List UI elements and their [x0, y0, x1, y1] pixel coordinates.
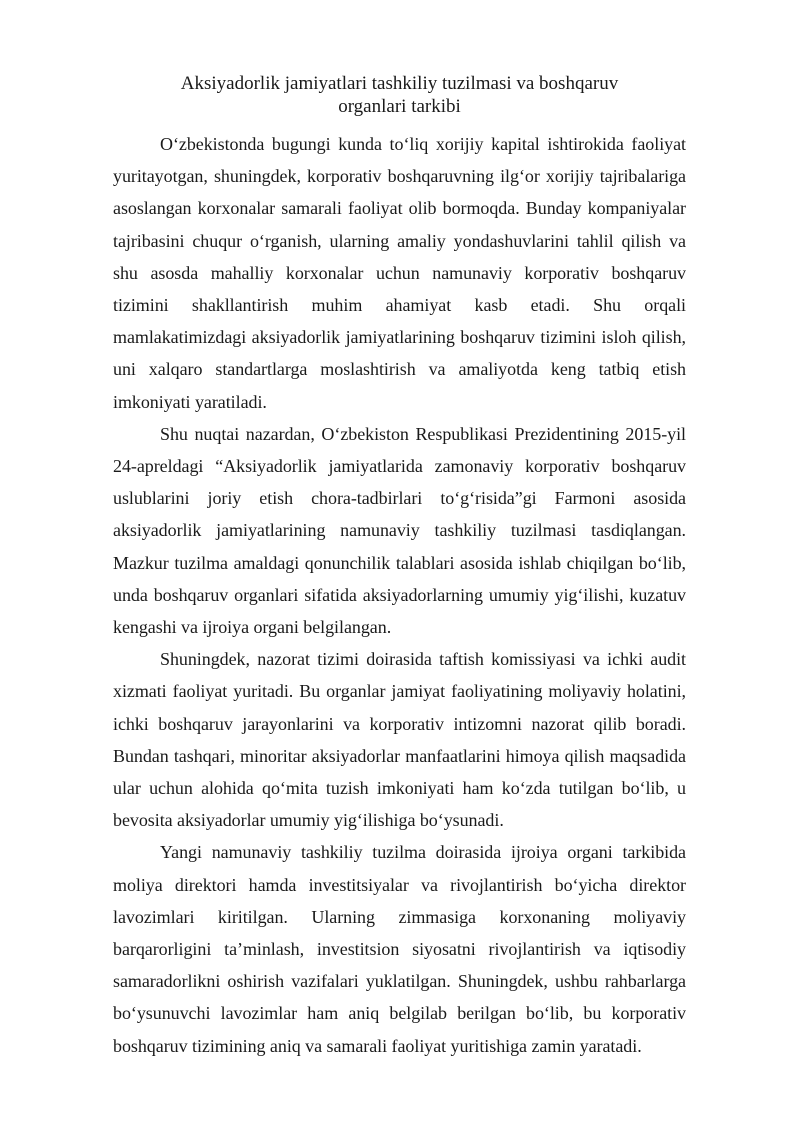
document-title-line-2: organlari tarkibi — [338, 96, 461, 117]
document-title-line-1: Aksiyadorlik jamiyatlari tashkiliy tuzilmasi va boshqaruv — [180, 73, 619, 94]
document-page — [113, 72, 686, 1062]
paragraph-4: Yangi namunaviy tashkiliy tuzilma doirasida ijroiya organi tarkibida moliya direktori hamda investitsiyalar va rivojlantirish bo‘yicha direktor lavozimlari kiritilgan. Ularning zimmasiga korxonaning moliyaviy barqarorligini ta’minlash, investitsion siyosatni rivojlantirish va iqtisodiy samaradorlikni oshirish vazifalari yuklatilgan. Shuningdek, ushbu rahbarlarga bo‘ysunuvchi lavozimlar ham aniq belgilab berilgan bo‘lib, bu korporativ boshqaruv tizimining aniq va samarali faoliyat yuritishiga zamin yaratadi. — [113, 842, 686, 1056]
document-title — [113, 72, 686, 118]
paragraph-1: O‘zbekistonda bugungi kunda to‘liq xorijiy kapital ishtirokida faoliyat yuritayotgan, shuningdek, korporativ boshqaruvning ilg‘or xorijiy tajribalariga asoslangan korxonalar samarali faoliyat olib bormoqda. Bunday kompaniyalar tajribasini chuqur o‘rganish, ularning amaliy yondashuvlarini tahlil qilish va shu asosda mahalliy korxonalar uchun namunaviy korporativ boshqaruv tizimini shakllantirish muhim ahamiyat kasb etadi. Shu orqali mamlakatimizdagi aksiyadorlik jamiyatlarining boshqaruv tizimini isloh qilish, uni xalqaro standartlarga moslashtirish va amaliyotda keng tatbiq etish imkoniyati yaratiladi. — [113, 134, 686, 412]
paragraph-2: Shu nuqtai nazardan, O‘zbekiston Respublikasi Prezidentining 2015-yil 24-apreldagi “Aksiyadorlik jamiyatlarida zamonaviy korporativ boshqaruv uslublarini joriy etish chora-tadbirlari to‘g‘risida”gi Farmoni asosida aksiyadorlik jamiyatlarining namunaviy tashkiliy tuzilmasi tasdiqlangan. Mazkur tuzilma amaldagi qonunchilik talablari asosida ishlab chiqilgan bo‘lib, unda boshqaruv organlari sifatida aksiyadorlarning umumiy yig‘ilishi, kuzatuv kengashi va ijroiya organi belgilangan. — [113, 423, 686, 638]
paragraph-3: Shuningdek, nazorat tizimi doirasida taftish komissiyasi va ichki audit xizmati faoliyat yuritadi. Bu organlar jamiyat faoliyatining moliyaviy holatini, ichki boshqaruv jarayonlarini va korporativ intizomni nazorat qilib boradi. Bundan tashqari, minoritar aksiyadorlar manfaatlarini himoya qilish maqsadida ular uchun alohida qo‘mita tuzish imkoniyati ham ko‘zda tutilgan bo‘lib, u bevosita aksiyadorlar umumiy yig‘ilishiga bo‘ysunadi. — [113, 649, 686, 831]
